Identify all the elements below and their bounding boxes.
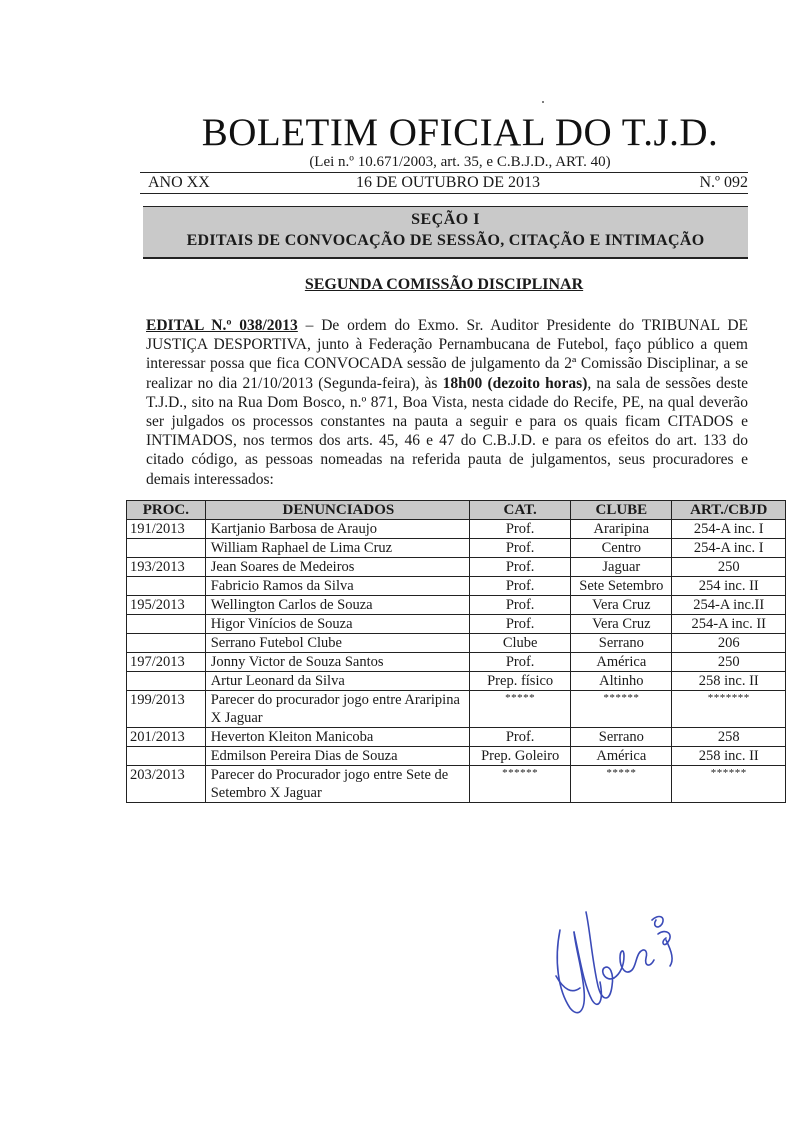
table-row	[127, 520, 786, 539]
bulletin-date: 16 DE OUTUBRO DE 2013	[356, 174, 540, 191]
cell-proc	[127, 672, 206, 691]
cell-art: 258	[672, 728, 786, 747]
cell-art: 254-A inc. I	[672, 520, 786, 539]
header-clube: CLUBE	[571, 501, 672, 520]
cell-art: 258 inc. II	[672, 672, 786, 691]
cell-art: *******	[672, 691, 786, 728]
cell-proc	[127, 634, 206, 653]
cell-clube: Jaguar	[571, 558, 672, 577]
cell-denunciado: Kartjanio Barbosa de Araujo	[205, 520, 469, 539]
hearing-schedule-table	[126, 500, 786, 803]
table-header-row	[127, 501, 786, 520]
cell-denunciado: Jonny Victor de Souza Santos	[205, 653, 469, 672]
edital-paragraph	[146, 316, 748, 489]
cell-cat: Prof.	[470, 558, 571, 577]
cell-clube: Centro	[571, 539, 672, 558]
table-row	[127, 539, 786, 558]
table-row	[127, 653, 786, 672]
table-body	[127, 520, 786, 803]
header-denunciados: DENUNCIADOS	[205, 501, 469, 520]
cell-proc: 203/2013	[127, 766, 206, 803]
cell-clube: Serrano	[571, 634, 672, 653]
cell-art: 250	[672, 558, 786, 577]
table-row	[127, 558, 786, 577]
cell-proc: 197/2013	[127, 653, 206, 672]
cell-clube: América	[571, 653, 672, 672]
cell-cat: Prof.	[470, 539, 571, 558]
cell-clube: ******	[571, 691, 672, 728]
bulletin-title: BOLETIM OFICIAL DO T.J.D.	[201, 111, 719, 154]
table-row	[127, 728, 786, 747]
cell-clube: Serrano	[571, 728, 672, 747]
cell-cat: Prof.	[470, 577, 571, 596]
cell-clube: Vera Cruz	[571, 615, 672, 634]
scan-speck	[542, 101, 544, 103]
cell-cat: *****	[470, 691, 571, 728]
cell-proc: 193/2013	[127, 558, 206, 577]
cell-cat: Prof.	[470, 653, 571, 672]
header-rule-top	[140, 172, 748, 173]
cell-clube: Araripina	[571, 520, 672, 539]
cell-cat: ******	[470, 766, 571, 803]
section-number: SEÇÃO I	[411, 211, 480, 228]
cell-cat: Prof.	[470, 520, 571, 539]
cell-denunciado: Parecer do procurador jogo entre Araripina X Jaguar	[205, 691, 469, 728]
section-heading	[143, 206, 748, 259]
cell-cat: Prof.	[470, 615, 571, 634]
table-row	[127, 634, 786, 653]
cell-clube: América	[571, 747, 672, 766]
table-row	[127, 747, 786, 766]
cell-art: ******	[672, 766, 786, 803]
cell-denunciado: Edmilson Pereira Dias de Souza	[205, 747, 469, 766]
bulletin-subtitle: (Lei n.º 10.671/2003, art. 35, e C.B.J.D., ART. 40)	[309, 154, 611, 170]
table-row	[127, 577, 786, 596]
cell-denunciado: Serrano Futebol Clube	[205, 634, 469, 653]
cell-cat: Prof.	[470, 596, 571, 615]
cell-proc	[127, 747, 206, 766]
cell-denunciado: Jean Soares de Medeiros	[205, 558, 469, 577]
cell-cat: Prep. Goleiro	[470, 747, 571, 766]
cell-proc	[127, 577, 206, 596]
cell-clube: Vera Cruz	[571, 596, 672, 615]
cell-art: 206	[672, 634, 786, 653]
cell-art: 254-A inc.II	[672, 596, 786, 615]
table-row	[127, 766, 786, 803]
cell-denunciado: Wellington Carlos de Souza	[205, 596, 469, 615]
cell-proc	[127, 539, 206, 558]
cell-cat: Prep. físico	[470, 672, 571, 691]
table-row	[127, 615, 786, 634]
cell-art: 254-A inc. I	[672, 539, 786, 558]
header-cat: CAT.	[470, 501, 571, 520]
header-proc: PROC.	[127, 501, 206, 520]
bulletin-meta-row	[148, 174, 748, 194]
edital-text-part2: , na sala de sessões deste T.J.D., sito na Rua Dom Bosco, n.º 871, Boa Vista, nesta cidade do Recife, PE, na qual deverão ser julgados os processos constantes na pauta a seguir e para os quais ficam CITADOS e INTIMADOS, nos termos dos arts. 45, 46 e 47 do C.B.J.D. e para os efeitos do art. 133 do citado código, as pessoas nomeadas na referida pauta de julgamentos, seus procuradores e demais interessados:	[146, 374, 749, 488]
cell-art: 254 inc. II	[672, 577, 786, 596]
handwritten-signature	[540, 890, 690, 1030]
cell-clube: Sete Setembro	[571, 577, 672, 596]
cell-art: 250	[672, 653, 786, 672]
bulletin-number: N.º 092	[699, 174, 748, 191]
cell-denunciado: Parecer do Procurador jogo entre Sete de Setembro X Jaguar	[205, 766, 469, 803]
cell-art: 254-A inc. II	[672, 615, 786, 634]
cell-denunciado: Heverton Kleiton Manicoba	[205, 728, 469, 747]
edital-session-time: 18h00 (dezoito horas)	[442, 374, 588, 392]
cell-denunciado: William Raphael de Lima Cruz	[205, 539, 469, 558]
table-row	[127, 596, 786, 615]
edital-number: EDITAL N.º 038/2013	[146, 317, 298, 334]
cell-denunciado: Artur Leonard da Silva	[205, 672, 469, 691]
cell-art: 258 inc. II	[672, 747, 786, 766]
cell-denunciado: Fabricio Ramos da Silva	[205, 577, 469, 596]
header-rule-bottom	[140, 193, 748, 194]
section-title: EDITAIS DE CONVOCAÇÃO DE SESSÃO, CITAÇÃO E INTIMAÇÃO	[186, 232, 705, 249]
commission-heading: SEGUNDA COMISSÃO DISCIPLINAR	[304, 276, 584, 293]
cell-denunciado: Higor Vinícios de Souza	[205, 615, 469, 634]
cell-proc: 191/2013	[127, 520, 206, 539]
cell-clube: Altinho	[571, 672, 672, 691]
cell-cat: Clube	[470, 634, 571, 653]
cell-proc: 201/2013	[127, 728, 206, 747]
table-row	[127, 672, 786, 691]
cell-proc: 199/2013	[127, 691, 206, 728]
edital-text-part1: – De ordem do Exmo. Sr. Auditor Presidente do TRIBUNAL DE JUSTIÇA DESPORTIVA, junto à Federação Pernambucana de Futebol, faço público a quem interessar possa que fica CONVOCADA sessão de julgamento da 2ª Comissão Disciplinar, a se realizar no dia 21/10/2013 (Segunda-feira), às	[146, 317, 749, 392]
cell-proc: 195/2013	[127, 596, 206, 615]
cell-proc	[127, 615, 206, 634]
table-row	[127, 691, 786, 728]
cell-cat: Prof.	[470, 728, 571, 747]
header-art-cbjd: ART./CBJD	[672, 501, 786, 520]
bulletin-year: ANO XX	[148, 174, 210, 191]
cell-clube: *****	[571, 766, 672, 803]
